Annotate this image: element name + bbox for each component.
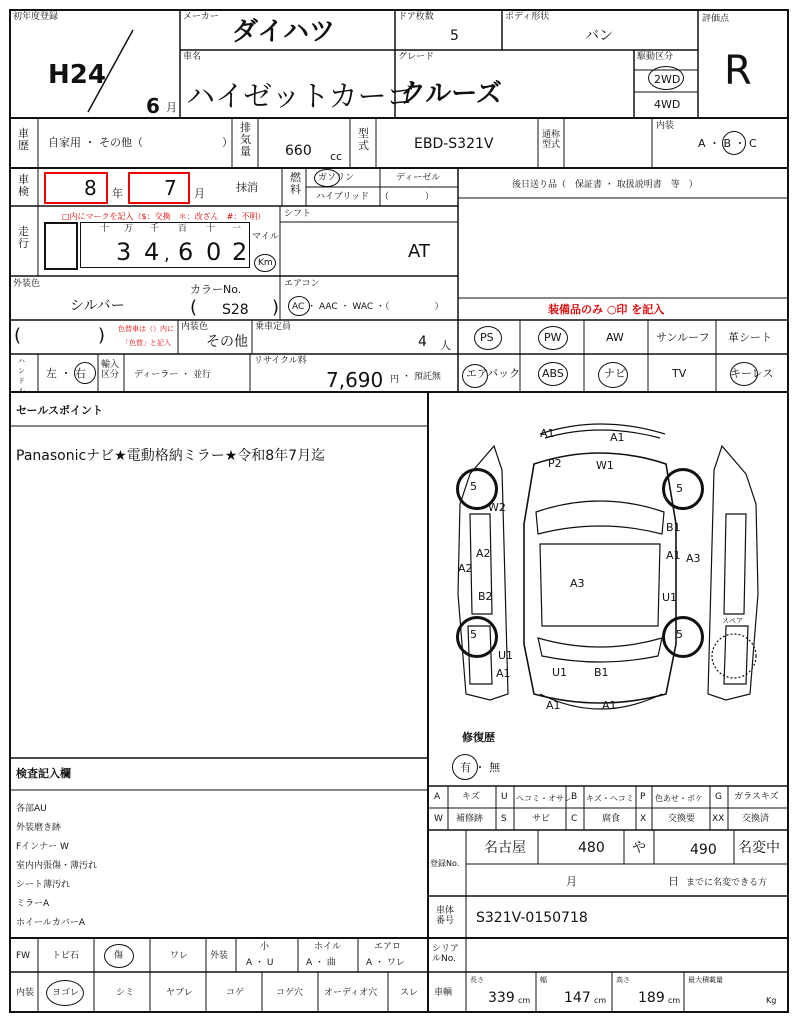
inspection-line-5: ミラーA	[16, 899, 50, 909]
load-unit: Kg	[766, 996, 777, 1005]
mileage-unit-2: 千	[150, 224, 160, 234]
common-model-label: 通称型式	[542, 130, 561, 150]
wheel-rear-left-circle	[456, 616, 498, 658]
legend-r2-c7: 交換要	[668, 814, 696, 824]
exterior-color-value: シルバー	[70, 298, 125, 314]
legend-r2-c6: X	[640, 814, 647, 824]
fw-label: FW	[16, 951, 31, 961]
legend-r2-c8: XX	[712, 814, 725, 824]
mark-3: W1	[596, 459, 614, 472]
shift-value: AT	[408, 241, 430, 262]
equip-abs-circle-mark	[538, 362, 568, 386]
grade-value: クルーズ	[400, 79, 502, 109]
mileage-label: 走行	[18, 225, 29, 250]
length-unit: cm	[518, 996, 531, 1005]
int-item-4: コゲ穴	[276, 988, 304, 998]
recycle-deposit: ・ 預託無	[402, 372, 441, 382]
mark-2: P2	[548, 457, 562, 470]
height-unit: cm	[668, 996, 681, 1005]
int-dirt-circle-mark	[46, 980, 84, 1006]
score-value: R	[724, 48, 752, 94]
aircon-ac-circle-mark	[288, 296, 310, 316]
mileage-unit-0: 十	[100, 224, 110, 234]
mileage-digit-2: 4	[144, 238, 160, 266]
first-reg-month: 6	[146, 94, 160, 118]
mileage-unit-1: 万	[124, 224, 134, 234]
aircon-options: AC ・ AAC ・ WAC ・（ ）	[292, 302, 444, 312]
int-item-1: シミ	[116, 988, 135, 998]
inspection-line-2: Fインナー W	[16, 842, 69, 852]
equip-airbag-circle-mark	[462, 364, 488, 388]
mark-6: W2	[488, 501, 506, 514]
ext-wheel-options: A ・ 曲	[306, 958, 336, 968]
equip-ps-circle-mark	[474, 326, 502, 350]
ext-small-label: 小	[260, 942, 270, 952]
mark-14: U1	[662, 591, 678, 604]
int-item-6: スレ	[400, 988, 419, 998]
int-item-0: ヨゴレ	[52, 988, 80, 998]
shaken-label: 車検	[18, 173, 29, 198]
width-unit: cm	[594, 996, 607, 1005]
equip-tv: TV	[672, 367, 687, 380]
score-label: 評価点	[702, 14, 730, 24]
ext-aero-options: A ・ ワレ	[366, 958, 405, 968]
legend-r1-c5: キズ・ヘコミ	[586, 794, 634, 803]
inspection-line-1: 外装磨き跡	[16, 823, 62, 833]
registration-change: 名変中	[738, 840, 780, 856]
spare-label: スペア	[722, 617, 743, 625]
legend-r1-c6: P	[640, 792, 646, 802]
width-label: 幅	[540, 976, 547, 984]
carname-value: ハイゼットカーゴ	[186, 79, 416, 113]
legend-r2-c9: 交換済	[742, 814, 770, 824]
registration-class: 480	[578, 840, 605, 856]
grade-label: グレード	[398, 52, 435, 62]
mark-15: 5	[470, 628, 477, 641]
doors-label: ドア枚数	[398, 12, 434, 22]
legend-r1-c3: ヘコミ・オサレ	[516, 794, 572, 803]
body-value: バン	[585, 28, 613, 44]
mark-0: A1	[540, 427, 555, 440]
equipment-header: 装備品のみ ○印 を記入	[548, 303, 665, 316]
mark-21: A1	[546, 699, 561, 712]
mark-13: B2	[478, 590, 493, 603]
mark-12: A3	[570, 577, 585, 590]
fuel-diesel: ディーゼル	[396, 173, 441, 183]
fuel-hybrid: ハイブリッド	[316, 192, 370, 202]
legend-r2-c5: 腐食	[602, 814, 621, 824]
shaken-month-box	[128, 172, 190, 204]
capacity-value: 4	[418, 334, 427, 350]
height-label: 高さ	[616, 976, 630, 984]
mark-1: A1	[610, 431, 625, 444]
recycle-unit: 円	[390, 375, 400, 385]
sales-point-label: セールスポイント	[16, 404, 104, 417]
shift-label: シフト	[284, 209, 312, 219]
doors-value: 5	[450, 28, 459, 44]
mileage-unit-3: 百	[178, 224, 188, 234]
vin-label: 車体番号	[436, 906, 455, 926]
fw-item-0: トビ石	[52, 951, 80, 961]
mileage-unit-4: 十	[206, 224, 216, 234]
registration-month-unit: 月	[566, 875, 577, 888]
color-change-note-2: 「色替」と記入	[122, 339, 171, 347]
mileage-km-circle-mark	[254, 254, 276, 272]
legend-r1-c8: G	[715, 792, 722, 802]
repair-history-value: 有 ・ 無	[460, 761, 500, 774]
mark-9: A1	[666, 549, 681, 562]
disp-unit: cc	[330, 150, 343, 163]
legend-r1-c7: 色あせ・ボケ	[655, 794, 703, 803]
equip-aw: AW	[606, 331, 624, 344]
equip-keyless-circle-mark	[730, 362, 758, 386]
mileage-digit-3: 6	[178, 238, 194, 266]
equip-navi-circle-mark	[598, 362, 628, 388]
repair-yes-circle-mark	[452, 754, 478, 780]
fw-damage-circle-mark	[104, 944, 134, 968]
import-label: 輸入区分	[101, 360, 120, 380]
equip-navi: ナビ	[604, 367, 626, 380]
handle-label: ハンドル	[18, 357, 25, 395]
mark-20: B1	[594, 666, 609, 679]
equip-abs: ABS	[542, 367, 564, 380]
disp-label: 排気量	[240, 121, 251, 158]
shaken-year-box	[44, 172, 108, 204]
drive-2wd-circle-mark	[648, 66, 684, 90]
legend-r1-c1: キズ	[462, 792, 480, 802]
mileage-note: □内にマークを記入（$：交換 ＊：改ざん #：不明）	[62, 212, 266, 221]
maker-label: メーカー	[183, 12, 219, 22]
documents-label: 後日送り品（ 保証書 ・ 取扱説明書 等 ）	[512, 180, 698, 190]
mark-8: A2	[476, 547, 491, 560]
mark-7: B1	[666, 521, 681, 534]
first-reg-label: 初年度登録	[13, 12, 59, 22]
fuel-label: 燃料	[290, 171, 301, 196]
wheel-front-right-circle	[662, 468, 704, 510]
size-label: 車輌	[434, 988, 453, 998]
mark-18: A1	[496, 667, 511, 680]
mileage-digit-5: 2	[232, 238, 248, 266]
equip-keyless: キーレス	[730, 367, 774, 380]
legend-r2-c0: W	[434, 814, 443, 824]
width-value: 147	[564, 990, 591, 1006]
mark-17: U1	[498, 649, 514, 662]
drive-2wd: 2WD	[654, 73, 681, 86]
legend-r1-c2: U	[501, 792, 508, 802]
equip-pw: PW	[544, 331, 562, 344]
shaken-month: 7	[164, 176, 177, 200]
registration-deadline: までに名変できる方	[686, 878, 768, 888]
inspection-line-6: ホイールカバーA	[16, 918, 85, 928]
first-reg-year: H24	[48, 60, 106, 90]
equip-ps: PS	[480, 331, 494, 344]
ext-small-options: A ・ U	[246, 958, 274, 968]
mark-16: 5	[676, 628, 683, 641]
aircon-label: エアコン	[284, 279, 320, 289]
massho: 抹消	[236, 181, 258, 194]
fw-item-2: ワレ	[170, 951, 189, 961]
interior-grade-label: 内装	[656, 121, 675, 131]
legend-r1-c0: A	[434, 792, 441, 802]
capacity-unit: 人	[440, 339, 451, 352]
equip-leather: 革シート	[728, 331, 772, 344]
mark-4: 5	[470, 480, 477, 493]
fuel-other: （ ）	[380, 192, 435, 202]
color-no-value: S28	[222, 302, 249, 318]
serial-label: シリアルNo.	[432, 944, 460, 964]
mark-10: A3	[686, 552, 701, 565]
registration-kana: や	[632, 840, 646, 856]
color-change-close-paren: )	[98, 325, 106, 346]
color-change-open-paren: (	[14, 325, 22, 346]
mileage-comma: ,	[164, 244, 170, 265]
equip-airbag: エアバック	[466, 367, 521, 380]
interior-color-label: 内装色	[181, 322, 209, 332]
legend-r1-c9: ガラスキズ	[734, 792, 779, 802]
mileage-digit-4: 0	[206, 238, 222, 266]
ext-wheel-label: ホイル	[314, 942, 342, 952]
registration-day-unit: 日	[668, 875, 679, 888]
recycle-value: 7,690	[326, 368, 384, 392]
inspection-line-3: 室内内張傷・薄汚れ	[16, 861, 98, 871]
registration-number: 490	[690, 842, 717, 858]
shaken-year-unit: 年	[112, 187, 123, 200]
load-label: 最大積載量	[688, 976, 723, 984]
color-change-note-1: 色替車は（）内に	[118, 325, 174, 333]
model-value: EBD-S321V	[414, 136, 494, 152]
import-value: ディーラー ・ 並行	[134, 370, 212, 380]
interior-grade-b-circle-mark	[722, 131, 746, 155]
drive-4wd: 4WD	[654, 98, 681, 111]
model-label: 型式	[358, 127, 369, 152]
int-label: 内装	[16, 988, 35, 998]
handle-right-circle-mark	[74, 362, 96, 384]
legend-r2-c2: S	[501, 814, 507, 824]
ext-aero-label: エアロ	[374, 942, 402, 952]
repair-history-label: 修復歴	[462, 731, 495, 744]
maker-value: ダイハツ	[232, 17, 335, 47]
inspection-line-4: シート薄汚れ	[16, 880, 71, 890]
handle-value: 左 ・ 右	[46, 367, 86, 380]
fw-item-1: 傷	[114, 951, 124, 961]
fuel-gas: ガソリン	[318, 173, 355, 183]
color-no-open-paren: (	[190, 297, 198, 318]
legend-r2-c4: C	[571, 814, 578, 824]
shaken-month-unit: 月	[194, 187, 205, 200]
body-label: ボディ形状	[505, 12, 550, 22]
capacity-label: 乗車定員	[255, 322, 292, 332]
int-item-2: ヤブレ	[166, 988, 193, 998]
history-label: 車歴	[18, 127, 29, 152]
mark-22: A1	[602, 699, 617, 712]
history-text: 自家用 ・ その他（	[48, 136, 143, 149]
car-diagram	[430, 394, 786, 734]
legend-r2-c3: サビ	[532, 814, 551, 824]
interior-color-value: その他	[206, 334, 248, 350]
mark-11: A2	[458, 562, 473, 575]
mileage-km: Km	[258, 258, 273, 268]
wheel-rear-right-circle	[662, 616, 704, 658]
mileage-mile: マイル	[252, 232, 279, 242]
mileage-unit-5: 一	[232, 224, 242, 234]
exterior-color-label: 外装色	[13, 279, 41, 289]
history-close: ）	[222, 136, 233, 149]
mileage-ten-thousand-box	[44, 222, 78, 270]
inspection-label: 検査記入欄	[16, 767, 71, 780]
mileage-digit-1: 3	[116, 238, 132, 266]
first-reg-month-unit: 月	[166, 101, 177, 114]
int-item-5: オーディオ穴	[324, 988, 378, 998]
registration-label: 登録No.	[430, 859, 460, 868]
disp-value: 660	[285, 143, 312, 159]
fuel-gas-circle-mark	[314, 169, 340, 187]
registration-area: 名古屋	[484, 840, 526, 856]
legend-r2-c1: 補修跡	[456, 814, 484, 824]
vin-value: S321V-0150718	[476, 910, 588, 926]
mark-19: U1	[552, 666, 568, 679]
shaken-year: 8	[84, 176, 97, 200]
equip-sunroof: サンルーフ	[656, 331, 710, 344]
legend-r1-c4: B	[571, 792, 578, 802]
color-no-label: カラーNo.	[190, 283, 242, 296]
length-value: 339	[488, 990, 515, 1006]
drive-label: 駆動区分	[637, 52, 674, 62]
mark-5: 5	[676, 482, 683, 495]
recycle-label: リサイクル料	[254, 356, 307, 366]
height-value: 189	[638, 990, 665, 1006]
color-no-close-paren: )	[272, 297, 280, 318]
int-item-3: コゲ	[226, 988, 245, 998]
length-label: 長さ	[470, 976, 484, 984]
interior-grade-options: A ・ B ・ C	[698, 137, 757, 150]
inspection-line-0: 各部AU	[16, 804, 47, 814]
equip-pw-circle-mark	[538, 326, 568, 350]
sales-point-text: Panasonicナビ★電動格納ミラー★令和8年7月迄	[16, 448, 326, 464]
carname-label: 車名	[183, 52, 202, 62]
ext-label: 外装	[210, 951, 229, 961]
